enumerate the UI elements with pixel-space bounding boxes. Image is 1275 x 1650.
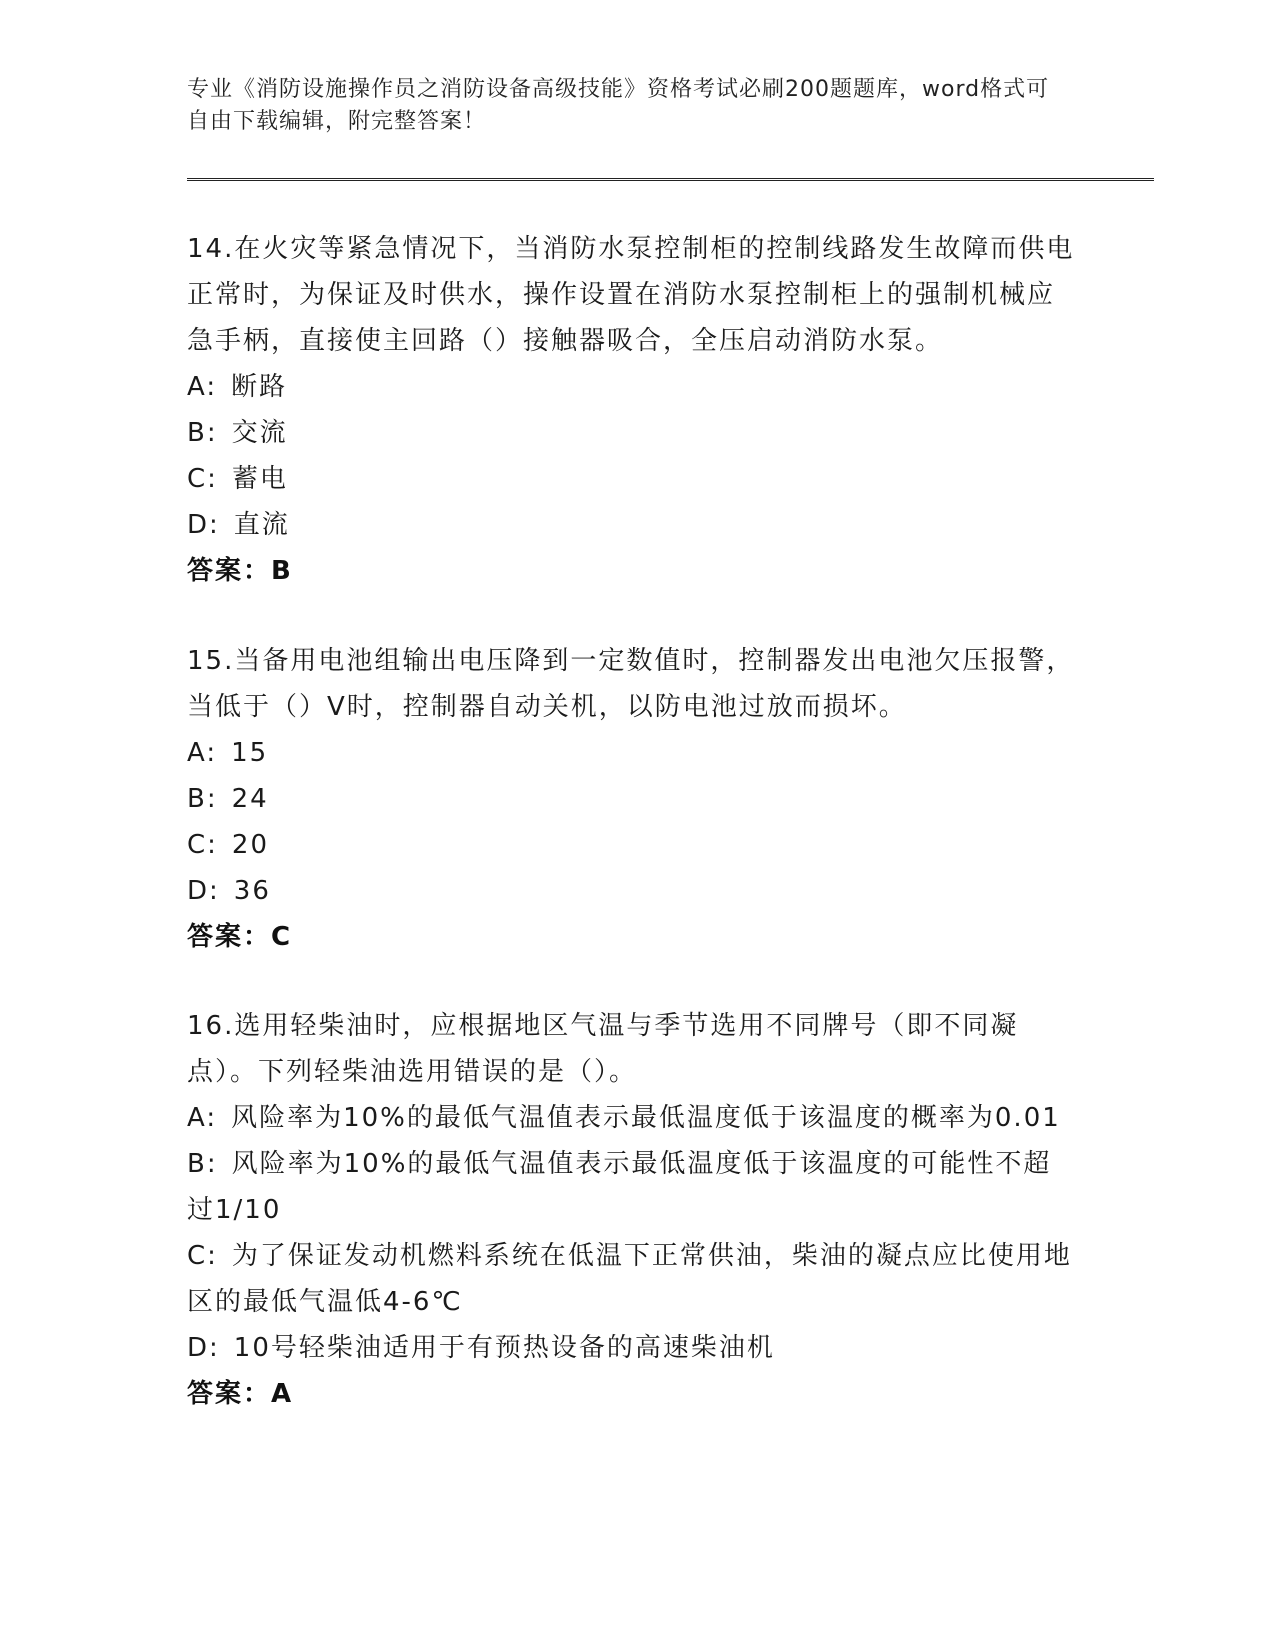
answer-label: 答案：	[187, 922, 272, 952]
answer-value: A	[271, 1379, 292, 1409]
option-text: 36	[233, 876, 271, 906]
question-16	[187, 1003, 1077, 1417]
option-text: 交流	[231, 418, 288, 448]
answer-line	[187, 548, 1077, 594]
option-text: 风险率为10%的最低气温值表示最低温度低于该温度的概率为0.01	[231, 1103, 1061, 1133]
option-key: D:	[187, 510, 220, 540]
header-divider	[187, 178, 1154, 181]
option-c	[187, 456, 1077, 502]
option-text: 20	[231, 830, 270, 860]
option-d	[187, 502, 1077, 548]
option-key: A:	[187, 738, 218, 768]
option-c	[187, 1233, 1077, 1325]
option-key: D:	[187, 1333, 220, 1363]
option-text: 风险率为10%的最低气温值表示最低温度低于该温度的可能性不超过1/10	[187, 1149, 1052, 1225]
question-15	[187, 638, 1077, 960]
document-header	[187, 74, 1067, 138]
option-d	[187, 868, 1077, 914]
option-c	[187, 822, 1077, 868]
answer-label: 答案：	[187, 556, 272, 586]
option-b	[187, 776, 1077, 822]
question-stem: 14.在火灾等紧急情况下，当消防水泵控制柜的控制线路发生故障而供电正常时，为保证及时供水，操作设置在消防水泵控制柜上的强制机械应急手柄，直接使主回路（）接触器吸合，全压启动消防水泵。	[187, 234, 1075, 356]
option-a	[187, 1095, 1077, 1141]
header-text: 专业《消防设施操作员之消防设备高级技能》资格考试必刷200题题库，word格式可自由下载编辑，附完整答案！	[187, 77, 1050, 134]
option-key: B:	[187, 1149, 218, 1179]
option-key: A:	[187, 372, 218, 402]
option-text: 15	[231, 738, 269, 768]
option-key: C:	[187, 830, 218, 860]
option-key: A:	[187, 1103, 218, 1133]
option-key: C:	[187, 1241, 218, 1271]
question-14	[187, 226, 1077, 594]
answer-label: 答案：	[187, 1379, 272, 1409]
answer-value: B	[271, 556, 291, 586]
option-text: 10号轻柴油适用于有预热设备的高速柴油机	[233, 1333, 775, 1363]
option-key: B:	[187, 418, 218, 448]
option-d	[187, 1325, 1077, 1371]
option-key: B:	[187, 784, 218, 814]
option-text: 蓄电	[231, 464, 288, 494]
answer-value: C	[271, 922, 291, 952]
option-text: 为了保证发动机燃料系统在低温下正常供油，柴油的凝点应比使用地区的最低气温低4-6℃	[187, 1241, 1072, 1317]
question-stem: 16.选用轻柴油时，应根据地区气温与季节选用不同牌号（即不同凝点）。下列轻柴油选用错误的是（）。	[187, 1011, 1019, 1087]
option-b	[187, 1141, 1077, 1233]
option-a	[187, 364, 1077, 410]
option-a	[187, 730, 1077, 776]
option-key: C:	[187, 464, 218, 494]
option-text: 断路	[231, 372, 288, 402]
answer-line	[187, 1371, 1077, 1417]
option-text: 直流	[233, 510, 290, 540]
answer-line	[187, 914, 1077, 960]
option-key: D:	[187, 876, 220, 906]
question-stem: 15.当备用电池组输出电压降到一定数值时，控制器发出电池欠压报警，当低于（）V时，控制器自动关机，以防电池过放而损坏。	[187, 646, 1075, 722]
option-b	[187, 410, 1077, 456]
option-text: 24	[231, 784, 269, 814]
